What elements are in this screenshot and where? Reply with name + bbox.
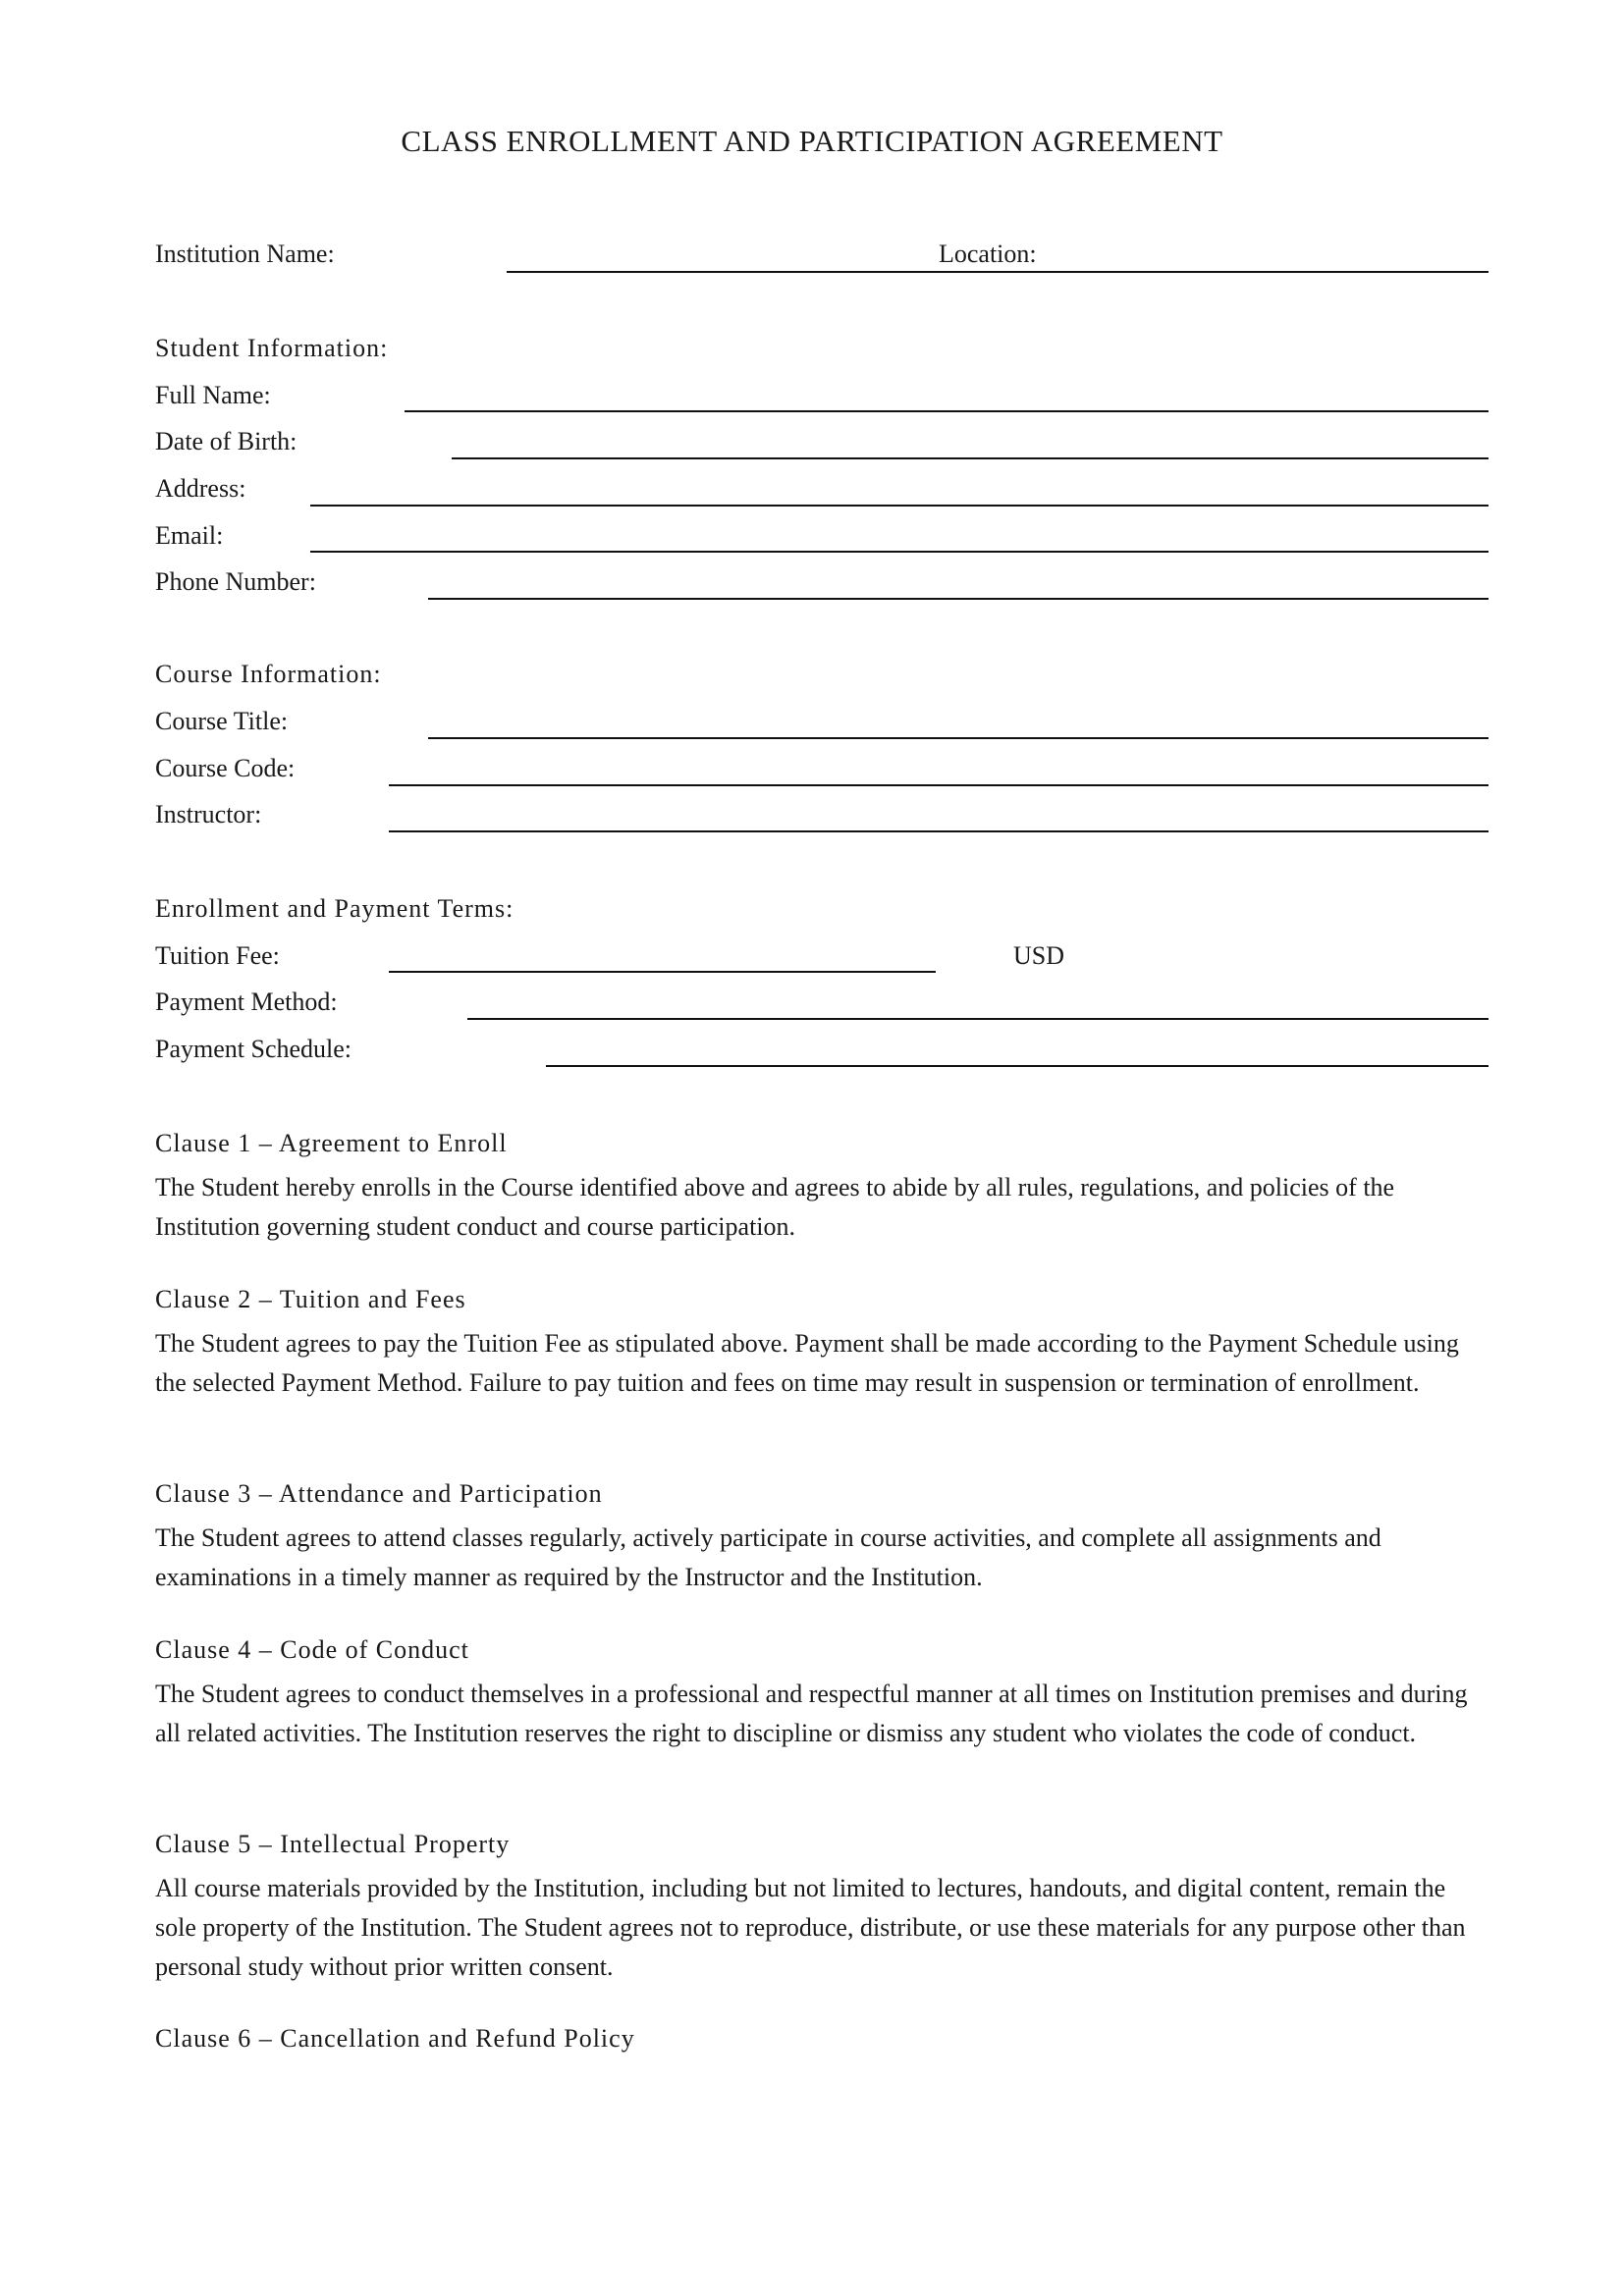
full-name-label: Full Name: <box>155 381 271 409</box>
institution-name-field[interactable] <box>507 271 1489 273</box>
clause-4-text: The Student agrees to conduct themselves in a professional and respectful manner at all times on Institution premises and during all related activities. The Institution reserves the right to discipline or dismiss any student who violates the code of conduct. <box>155 1680 1468 1747</box>
full-name-field[interactable] <box>405 410 1489 412</box>
payment-schedule-label: Payment Schedule: <box>155 1035 352 1063</box>
tuition-fee-field[interactable] <box>389 971 936 973</box>
payment-method-label: Payment Method: <box>155 988 338 1016</box>
student-info-heading: Student Information: <box>155 334 389 362</box>
date-of-birth-field[interactable] <box>452 457 1489 459</box>
payment-method-field[interactable] <box>467 1018 1489 1020</box>
document-title: CLASS ENROLLMENT AND PARTICIPATION AGREEMENT <box>401 124 1223 158</box>
location-label: Location: <box>935 241 1041 267</box>
clause-3-heading: Clause 3 – Attendance and Participation <box>155 1479 603 1508</box>
clause-2-text: The Student agrees to pay the Tuition Fee as stipulated above. Payment shall be made according to the Payment Schedule using the selected Payment Method. Failure to pay tuition and fees on time may result in suspension or termination of enrollment. <box>155 1329 1459 1397</box>
instructor-label: Instructor: <box>155 800 262 828</box>
date-of-birth-label: Date of Birth: <box>155 427 298 455</box>
instructor-field[interactable] <box>389 830 1489 832</box>
clause-6-heading: Clause 6 – Cancellation and Refund Policy <box>155 2024 635 2053</box>
course-title-label: Course Title: <box>155 707 289 735</box>
tuition-fee-label: Tuition Fee: <box>155 941 280 970</box>
payment-terms-heading: Enrollment and Payment Terms: <box>155 894 514 923</box>
currency-label: USD <box>1013 941 1065 970</box>
clause-2-heading: Clause 2 – Tuition and Fees <box>155 1285 466 1313</box>
email-label: Email: <box>155 521 224 550</box>
course-info-heading: Course Information: <box>155 660 382 688</box>
clause-5-heading: Clause 5 – Intellectual Property <box>155 1830 511 1858</box>
course-code-label: Course Code: <box>155 754 296 782</box>
course-code-field[interactable] <box>389 784 1489 786</box>
course-title-field[interactable] <box>428 737 1489 739</box>
clause-4-heading: Clause 4 – Code of Conduct <box>155 1635 469 1664</box>
institution-name-label: Institution Name: <box>155 240 335 268</box>
address-field[interactable] <box>310 505 1489 507</box>
clause-5-text: All course materials provided by the Institution, including but not limited to lectures, handouts, and digital content, remain the sole property of the Institution. The Student agrees not to reproduce, distribute, or use these materials for any purpose other than personal study without prior written consent. <box>155 1874 1466 1981</box>
address-label: Address: <box>155 474 246 503</box>
payment-schedule-field[interactable] <box>546 1065 1489 1067</box>
clause-3-text: The Student agrees to attend classes regularly, actively participate in course activities, and complete all assignments and examinations in a timely manner as required by the Instructor and the Institution. <box>155 1523 1381 1591</box>
email-field[interactable] <box>310 551 1489 553</box>
phone-number-label: Phone Number: <box>155 567 316 596</box>
phone-number-field[interactable] <box>428 598 1489 600</box>
clause-1-heading: Clause 1 – Agreement to Enroll <box>155 1129 508 1157</box>
clause-1-text: The Student hereby enrolls in the Course identified above and agrees to abide by all rules, regulations, and policies of the Institution governing student conduct and course participation. <box>155 1173 1395 1241</box>
